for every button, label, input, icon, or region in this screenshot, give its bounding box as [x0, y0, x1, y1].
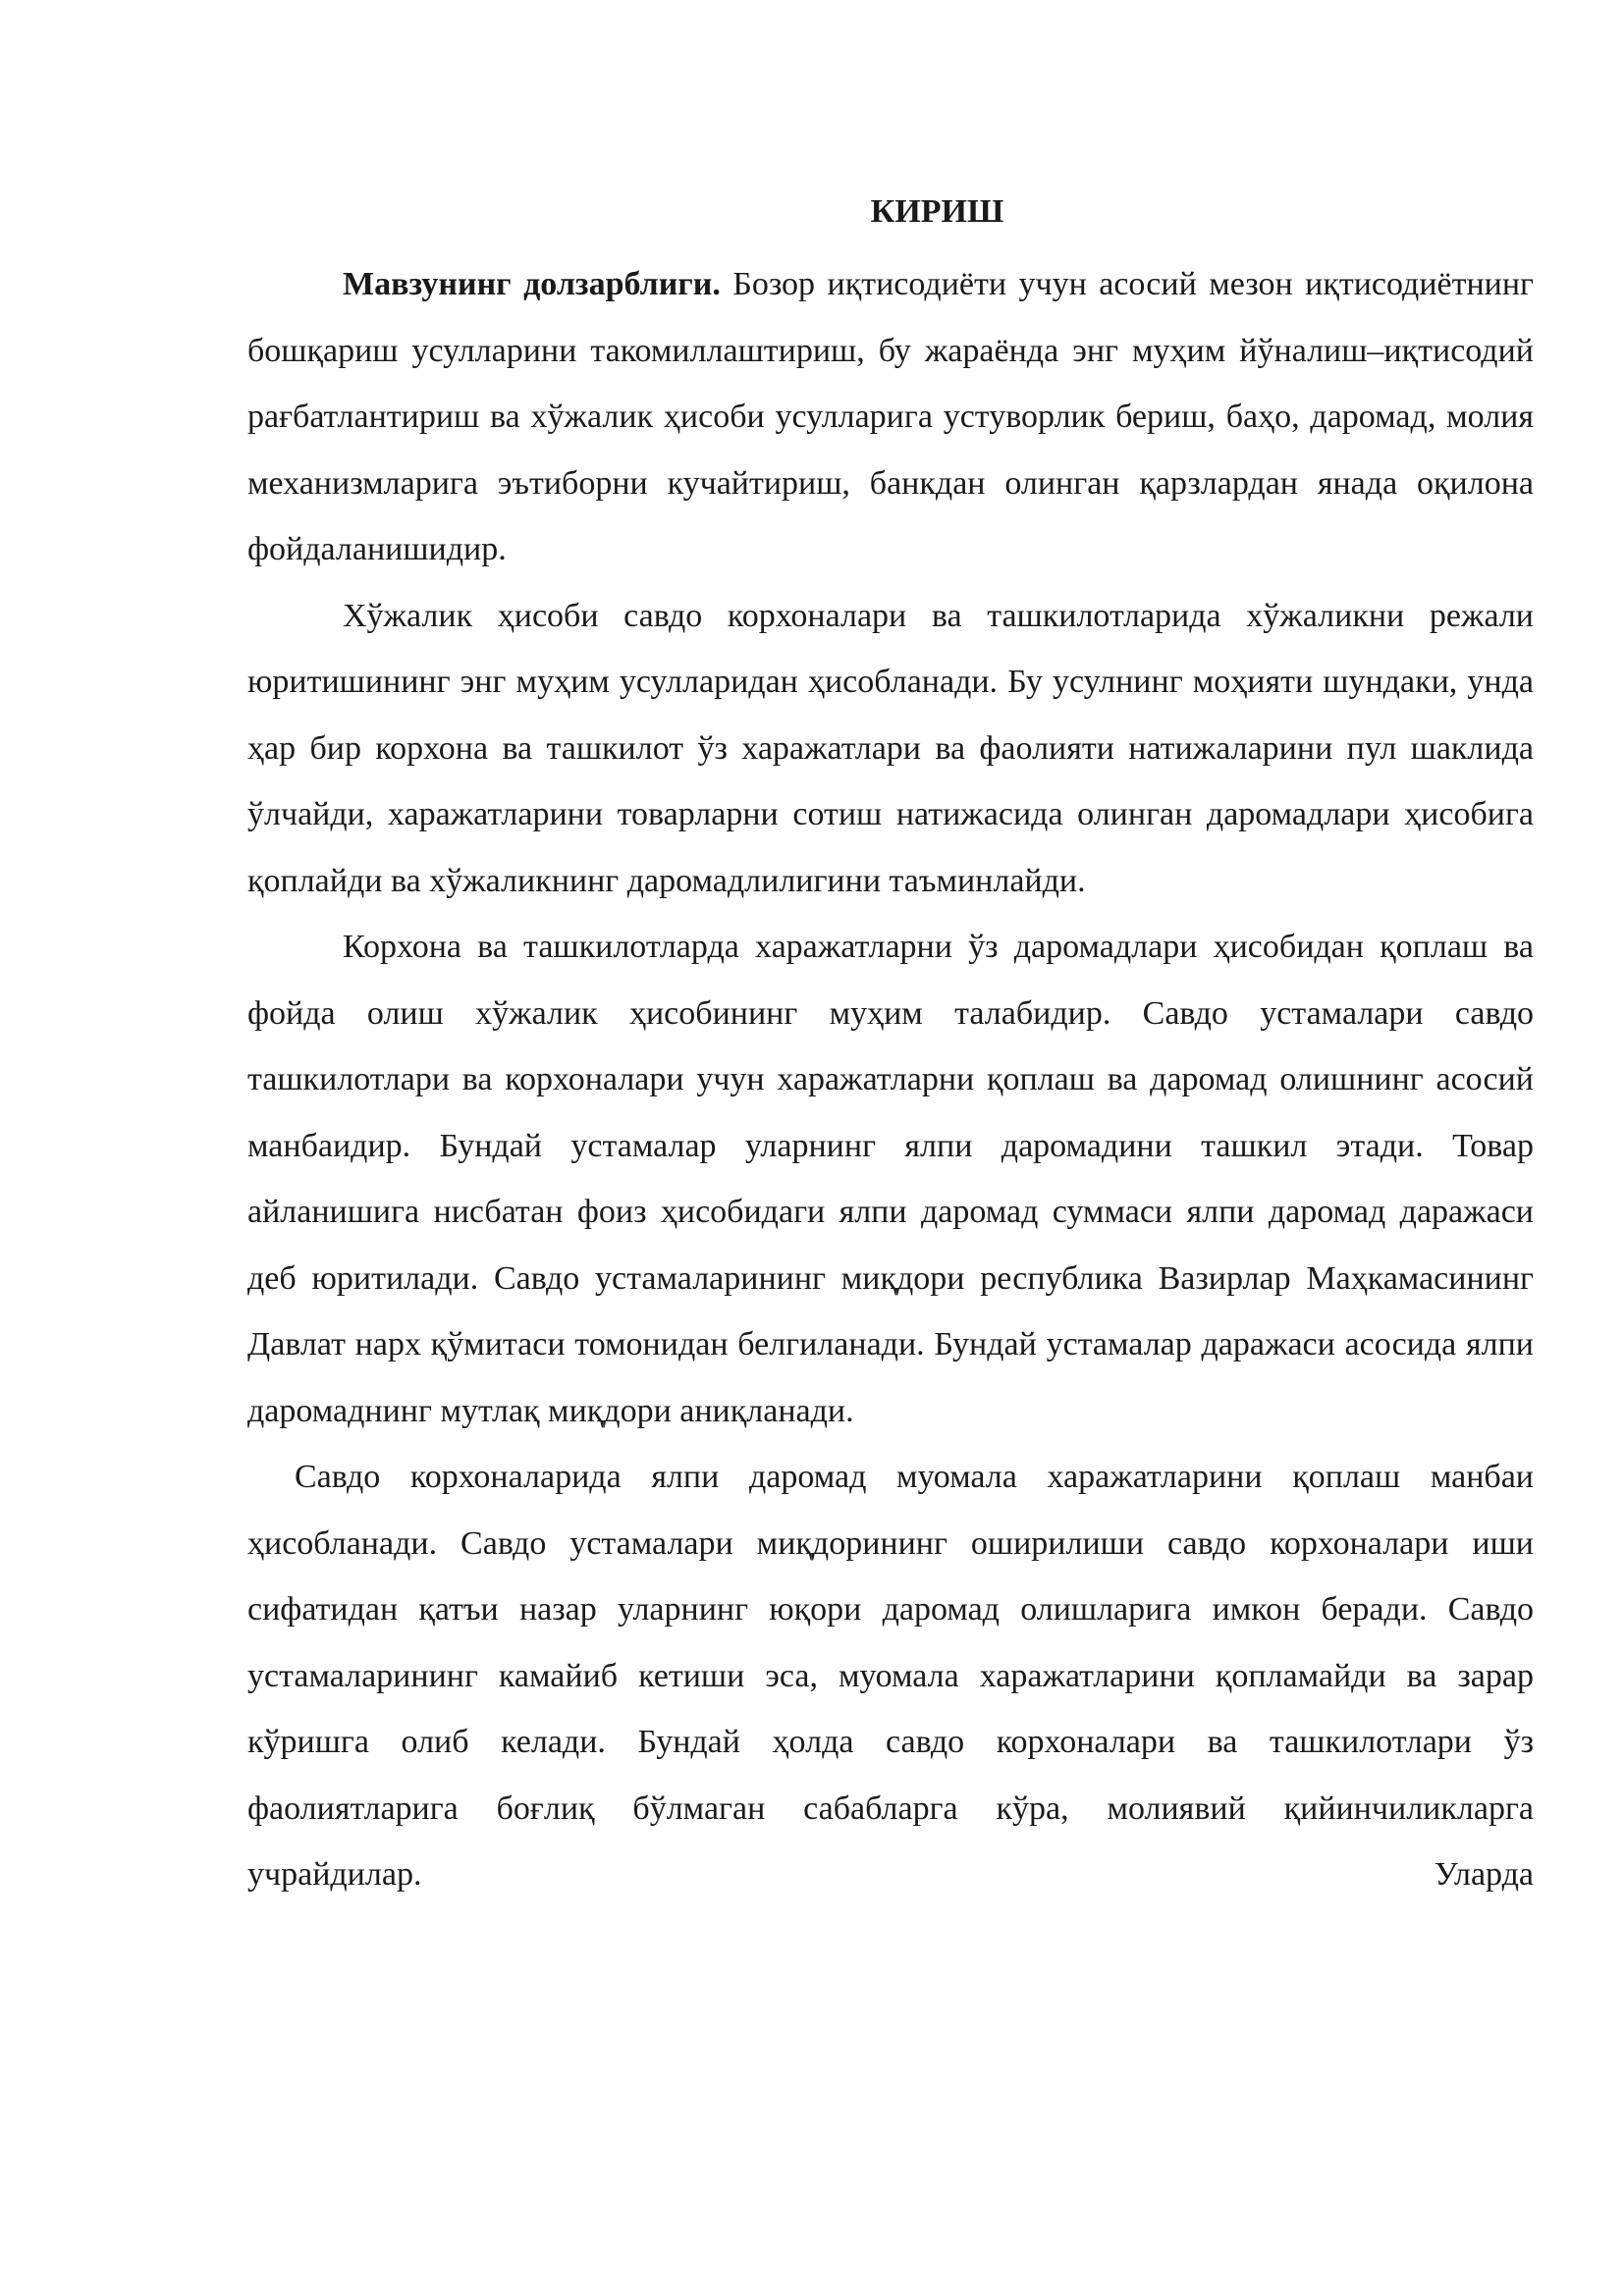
paragraph-relevance — [247, 251, 1534, 583]
paragraph-economic-accounting — [247, 583, 1534, 915]
paragraph-gross-income — [247, 1444, 1534, 1908]
paragraph-text: Бозор иқтисодиёти учун асосий мезон иқтисодиётнинг бошқариш усулларини такомиллаштириш, бу жараёнда энг муҳим йўналиш–иқтисодий рағбатлантириш ва хўжалик ҳисоби усулларига устуворлик бериш, баҳо, даромад, молия механизмларига эътиборни кучайтириш, банкдан олинган қарзлардан янада оқилона фойдаланишидир. — [247, 266, 1534, 567]
paragraph-text: Корхона ва ташкилотларда харажатларни ўз даромадлари ҳисобидан қоплаш ва фойда олиш хўжалик ҳисобининг муҳим талабидир. Савдо устамалари савдо ташкилотлари ва корхоналари учун харажатларни қоплаш ва даромад олишнинг асосий манбаидир. Бундай устамалар уларнинг ялпи даромадини ташкил этади. Товар айланишига нисбатан фоиз ҳисобидаги ялпи даромад суммаси ялпи даромад даражаси деб юритилади. Савдо устамаларининг миқдори республика Вазирлар Маҳкамасининг Давлат нарх қўмитаси томонидан белгиланади. Бундай устамалар даражаси асосида ялпи даромаднинг мутлақ миқдори аниқланади. — [247, 929, 1534, 1429]
document-title: КИРИШ — [870, 193, 1004, 230]
paragraph-lead-heading: Мавзунинг долзарблиги. — [343, 266, 721, 302]
paragraph-text: Савдо корхоналарида ялпи даромад муомала харажатларини қоплаш манбаи ҳисобланади. Савдо устамалари миқдорининг оширилиши савдо корхоналари иши сифатидан қатъи назар уларнинг юқори даромад олишларига имкон беради. Савдо устамаларининг камайиб кетиши эса, муомала харажатларини қопламайди ва зарар кўришга олиб келади. Бундай ҳолда савдо корхоналари ва ташкилотлари ўз фаолиятларига боғлиқ бўлмаган сабабларга кўра, молиявий қийинчиликларга учрайдилар. Уларда — [247, 1459, 1534, 1893]
paragraph-trade-markups — [247, 914, 1534, 1444]
document-page — [247, 192, 1534, 1908]
paragraph-text: Хўжалик ҳисоби савдо корхоналари ва ташкилотларида хўжаликни режали юритишининг энг муҳим усулларидан ҳисобланади. Бу усулнинг моҳияти шундаки, унда ҳар бир корхона ва ташкилот ўз харажатлари ва фаолияти натижаларини пул шаклида ўлчайди, харажатларини товарларни сотиш натижасида олинган даромадлари ҳисобига қоплайди ва хўжаликнинг даромадлилигини таъминлайди. — [247, 597, 1534, 899]
